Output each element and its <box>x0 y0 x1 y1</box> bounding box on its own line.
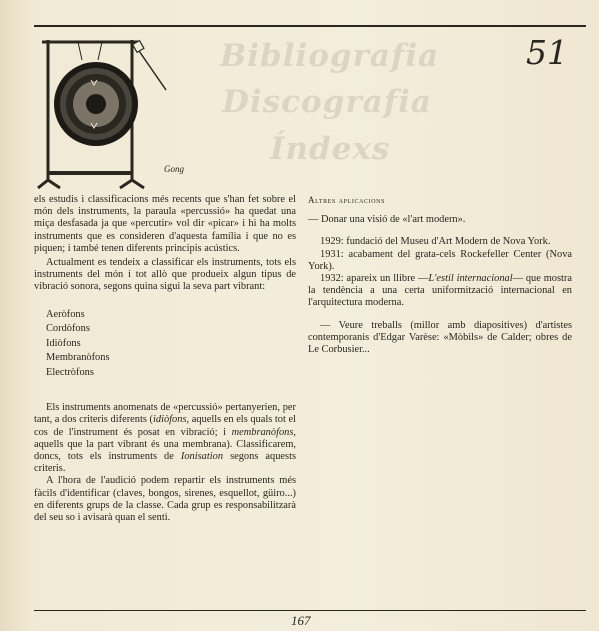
paragraph-1: els estudis i classificacions més recents que s'han fet sobre el món dels instruments, la paraula «percussió» ha quedat una miça desfasada ja que «percutir» vol dir «picar» i hi ha molts instruments que es consideren d'aquesta família i que no es piquen; i també tenen diferents principis acústics. <box>34 194 296 254</box>
book-title: L'estil internacional <box>428 273 513 285</box>
term-idiofons: idiòfons <box>153 414 187 426</box>
section-heading: Altres aplicacions <box>308 195 386 205</box>
right-column <box>308 194 572 356</box>
top-rule <box>34 25 586 27</box>
text-run: Els instruments anomenats de «percussió» pertanyerien, per tant, a dos criteris diferents ( <box>34 402 296 426</box>
ghost-title-discografia: Discografia <box>222 84 432 120</box>
ghost-title-indexs: Índexs <box>270 131 391 167</box>
figure-caption: Gong <box>164 164 184 174</box>
paragraph-2: 1929: fundació del Museu d'Art Modern de Nova York. <box>320 236 551 248</box>
instrument-class-list <box>46 308 296 381</box>
list-item: Idiòfons <box>46 337 81 349</box>
bottom-rule <box>34 610 586 611</box>
paragraph-2: Actualment es tendeix a classificar els instruments, tots els instruments del món i tot allò que produeix algun tipus de vibració sonora, segons quina sigui la seva part vibrant: <box>34 257 296 293</box>
text-run: 1932: apareix un llibre — <box>320 273 429 285</box>
term-membranofons: membranòfons <box>231 426 294 438</box>
text-run: , aquells en els quals tot el cos de l'instrument és posat en vibració; i <box>34 414 297 438</box>
list-item: Membranòfons <box>46 352 110 364</box>
text-run: , aquells que la part vibrant és una membrana). Classificarem, doncs, tots els instruments de <box>34 426 296 462</box>
list-item: Electròfons <box>46 366 94 378</box>
paragraph-3: 1931: acabament del grata-cels Rockefeller Center (Nova York). <box>308 248 572 272</box>
list-item: Cordòfons <box>46 323 90 335</box>
list-item: Aeròfons <box>46 308 85 320</box>
text-run: segons aquests criteris. <box>34 450 296 475</box>
paragraph-4 <box>308 273 572 310</box>
ghost-title-bibliografia: Bibliografia <box>220 38 440 74</box>
work-title-ionisation: Ionisation <box>180 450 224 462</box>
paragraph-4: A l'hora de l'audició podem repartir els instruments més fàcils d'identificar (claves, bongos, sirenes, esquellot, güiro...) en diferents grups de la classe. Cada grup es responsabilitzarà del seu so i avisarà quan el senti. <box>34 475 296 523</box>
chapter-number: 51 <box>526 33 568 72</box>
gong-illustration <box>34 28 169 193</box>
paragraph-5: — Veure treballs (millor amb diapositives) d'artistes contemporanis d'Edgar Varèse: «Mòbils» de Calder; obres de Le Corbusier... <box>308 319 572 356</box>
page-number: 167 <box>291 613 311 628</box>
paragraph-1: — Donar una visió de «l'art modern». <box>308 214 466 226</box>
text-run: — que mostra la tendència a una certa uniformització internacional en l'arquitectura moderna. <box>308 273 572 309</box>
left-column <box>34 194 296 524</box>
paragraph-3 <box>34 402 296 475</box>
